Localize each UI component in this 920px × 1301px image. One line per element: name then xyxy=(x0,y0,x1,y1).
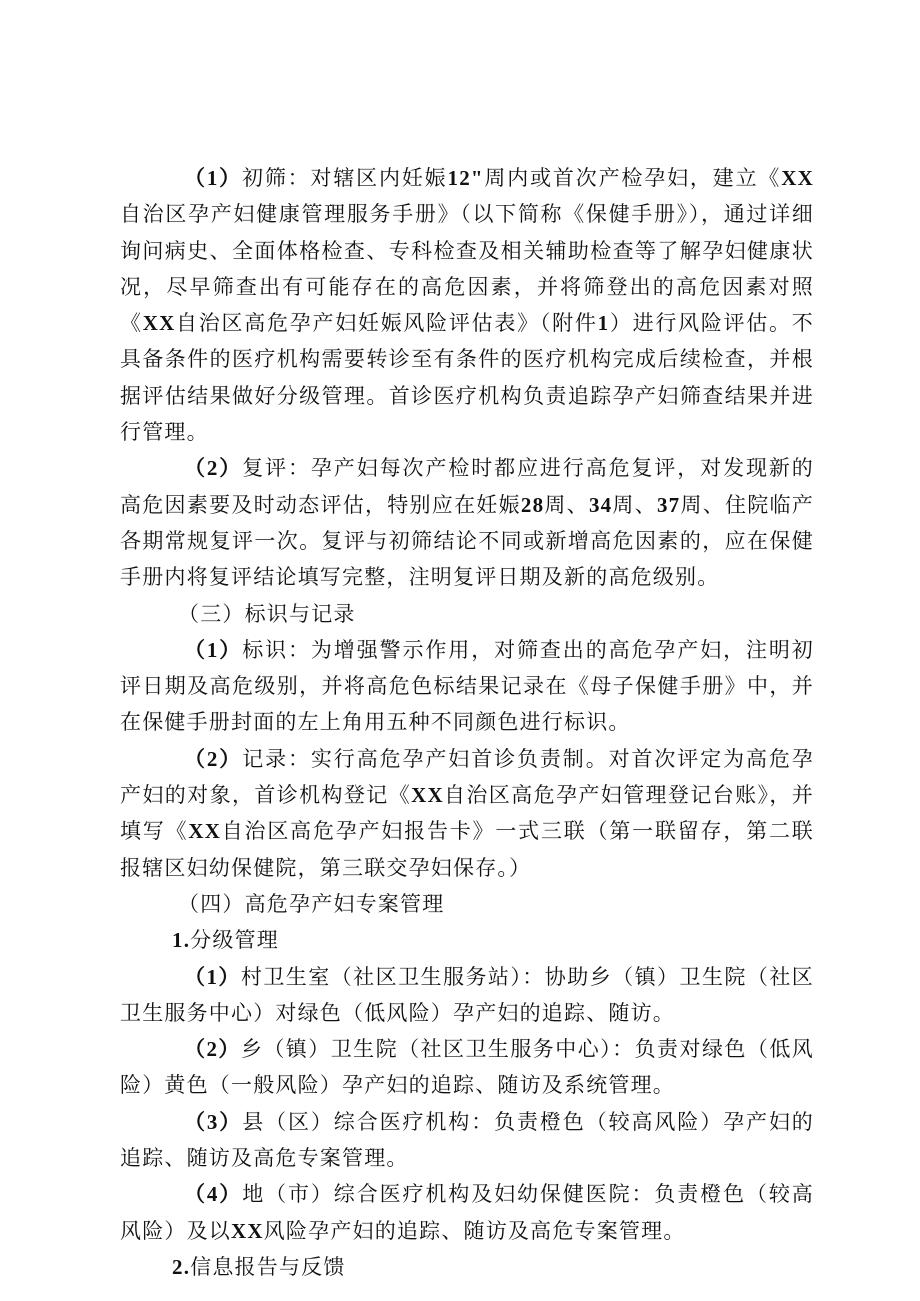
text-run: 县（区）综合医疗机构：负责橙色（较高风险）孕产妇的追踪、随访及高危专案管理。 xyxy=(120,1109,814,1171)
bold-text: XX xyxy=(781,166,814,190)
numbered-paragraph xyxy=(120,160,814,450)
section-heading xyxy=(120,886,814,922)
text-run: 村卫生室（社区卫生服务站）：协助乡（镇）卫生院（社区卫生服务中心）对绿色（低风险）孕产妇的追踪、随访。 xyxy=(120,964,814,1025)
text-run: 周内或首次产检孕妇，建立《 xyxy=(483,166,782,190)
text-run: 风险孕产妇的追踪、随访及高危专案管理。 xyxy=(263,1218,686,1243)
numbered-paragraph xyxy=(120,1031,814,1104)
text-run: 自治区孕产妇健康管理服务手册》（以下简称《保健手册》），通过详细询问病史、全面体格检查、专科检查及相关辅助检查等了解孕妇健康状况，尽早筛查出有可能存在的高危因素，并将筛登出的高危因素对照《 xyxy=(120,202,814,336)
text-run: 复评：孕产妇每次产检时都应进行高危复评，对发现新的高危因素要及时动态评估，特别应在妊娠 xyxy=(120,456,814,517)
numbered-paragraph xyxy=(120,632,814,741)
bold-text: XX xyxy=(188,819,222,844)
text-run: 分级管理 xyxy=(190,928,279,953)
text-run: （四）高危孕产妇专案管理 xyxy=(178,891,445,916)
text-run: 初筛：对辖区内妊娠 xyxy=(242,166,448,190)
paragraph-number: 2. xyxy=(172,1254,191,1279)
document-body xyxy=(120,160,814,1285)
paragraph-number: 1. xyxy=(172,928,191,953)
paragraph-number: （2） xyxy=(184,456,243,481)
numbered-paragraph xyxy=(120,1176,814,1249)
text-run: 周、 xyxy=(612,492,657,517)
text-run: 信息报告与反馈 xyxy=(190,1254,346,1279)
text-run: 记录：实行高危孕产妇首诊负责制。对首次评定为高危孕产妇的对象，首诊机构登记《 xyxy=(120,746,814,808)
bold-text: XX xyxy=(411,783,444,808)
numbered-paragraph xyxy=(120,450,814,595)
bold-text: 1 xyxy=(597,311,610,336)
text-run: （三）标识与记录 xyxy=(178,601,356,626)
paragraph-number: （2） xyxy=(184,746,243,771)
subsection-heading xyxy=(120,922,814,958)
text-run: 标识：为增强警示作用，对筛查出的高危孕产妇，注明初评日期及高危级别，并将高危色标结果记录在《母子保健手册》中，并在保健手册封面的左上角用五种不同颜色进行标识。 xyxy=(120,637,814,735)
section-heading xyxy=(120,596,814,632)
bold-text: 34 xyxy=(588,492,613,517)
bold-text: XX xyxy=(142,311,176,336)
text-run: 周、 xyxy=(544,492,589,517)
subsection-heading xyxy=(120,1249,814,1285)
text-run: 地（市）综合医疗机构及妇幼保健医院：负责橙色（较高风险）及以 xyxy=(120,1182,814,1243)
bold-text: 37 xyxy=(656,492,681,517)
text-run: 周、住院临产各期常规复评一次。复评与初筛结论不同或新增高危因素的，应在保健手册内将复评结论填写完整，注明复评日期及新的高危级别。 xyxy=(120,492,815,590)
text-run: 自治区高危孕产妇报告卡》一式三联（第一联留存，第二联报辖区妇幼保健院，第三联交孕妇保存。） xyxy=(120,819,814,880)
numbered-paragraph xyxy=(120,959,814,1032)
paragraph-number: （3） xyxy=(184,1109,243,1134)
text-run: 乡（镇）卫生院（社区卫生服务中心）：负责对绿色（低风险）黄色（一般风险）孕产妇的追踪、随访及系统管理。 xyxy=(120,1037,814,1098)
paragraph-number: （1） xyxy=(184,964,241,989)
bold-text: XX xyxy=(231,1218,264,1243)
paragraph-number: （4） xyxy=(184,1182,243,1207)
text-run: 自治区高危孕产妇妊娠风险评估表》（附件 xyxy=(175,311,598,336)
paragraph-number: （2） xyxy=(184,1037,241,1062)
numbered-paragraph xyxy=(120,741,814,886)
text-run: ）进行风险评估。不具备条件的医疗机构需要转诊至有条件的医疗机构完成后续检查，并根据评估结果做好分级管理。首诊医疗机构负责追踪孕产妇筛查结果并进行管理。 xyxy=(120,311,814,445)
bold-text: 28 xyxy=(520,492,545,517)
bold-text: 12" xyxy=(447,166,484,190)
paragraph-number: （1） xyxy=(184,637,243,662)
paragraph-number: （1） xyxy=(184,166,243,190)
numbered-paragraph xyxy=(120,1104,814,1177)
text-run: 自治区高危孕产妇管理登记台账》，并填写《 xyxy=(120,783,814,844)
